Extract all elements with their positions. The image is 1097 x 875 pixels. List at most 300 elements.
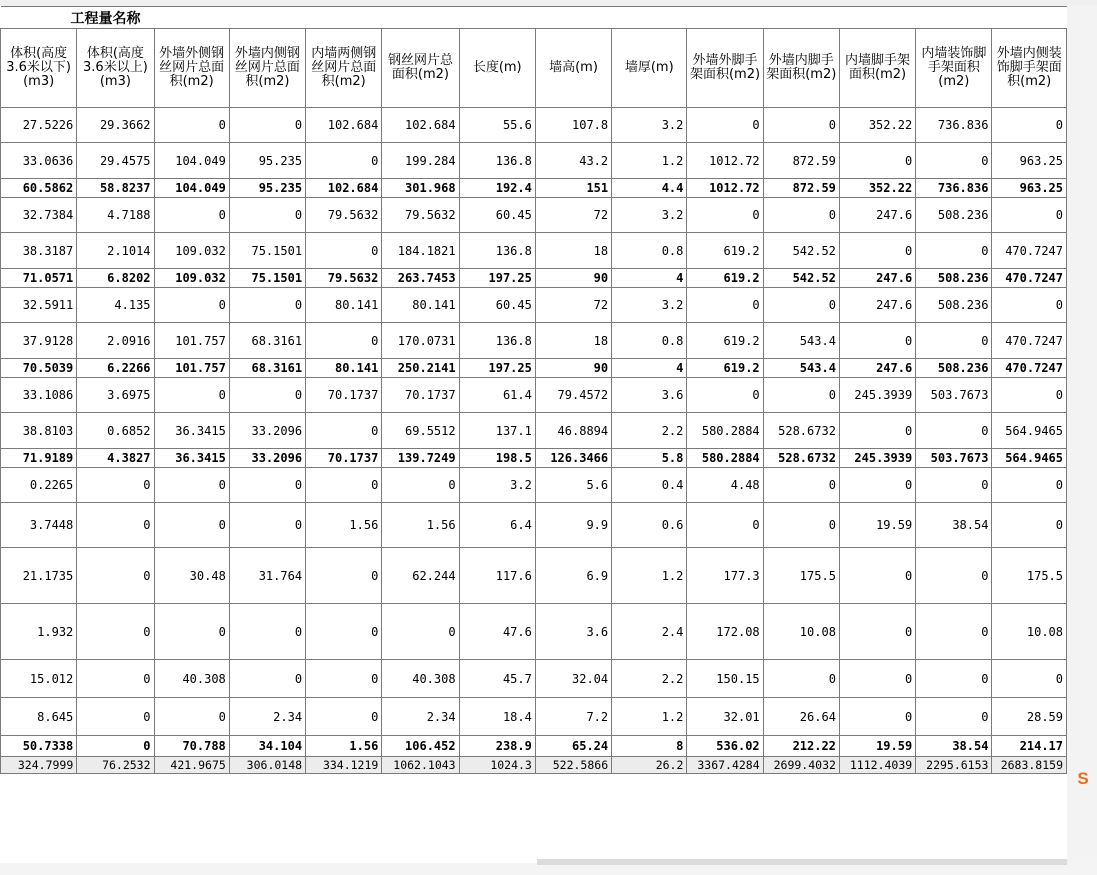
table-cell[interactable]: 101.757 (154, 359, 229, 378)
table-cell[interactable]: 508.236 (916, 359, 992, 378)
table-cell[interactable]: 2.34 (382, 698, 459, 736)
table-cell[interactable]: 0.8 (612, 323, 687, 359)
column-header[interactable]: 外墙内脚手架面积(m2) (763, 29, 839, 108)
column-header[interactable]: 内墙两侧钢丝网片总面积(m2) (306, 29, 382, 108)
table-cell[interactable]: 175.5 (992, 548, 1067, 604)
table-cell[interactable]: 736.836 (916, 108, 992, 143)
table-cell[interactable]: 0 (687, 198, 763, 233)
table-cell[interactable]: 102.684 (306, 108, 382, 143)
table-cell[interactable]: 1.56 (382, 503, 459, 548)
table-cell[interactable]: 4.4 (612, 179, 687, 198)
table-cell[interactable]: 79.5632 (306, 198, 382, 233)
table-cell[interactable]: 79.4572 (535, 378, 611, 413)
table-cell[interactable]: 0 (839, 604, 915, 660)
table-cell[interactable]: 60.45 (459, 198, 535, 233)
table-cell[interactable]: 60.45 (459, 288, 535, 323)
table-cell[interactable]: 0 (763, 503, 839, 548)
table-cell[interactable]: 619.2 (687, 233, 763, 269)
table-cell[interactable]: 70.788 (154, 736, 229, 757)
table-cell[interactable]: 6.9 (535, 548, 611, 604)
table-cell[interactable]: 247.6 (839, 269, 915, 288)
table-cell[interactable]: 508.236 (916, 198, 992, 233)
table-cell[interactable]: 38.54 (916, 736, 992, 757)
table-cell[interactable]: 198.5 (459, 449, 535, 468)
table-cell[interactable]: 0.6 (612, 503, 687, 548)
table-cell[interactable]: 528.6732 (763, 449, 839, 468)
table-cell[interactable]: 177.3 (687, 548, 763, 604)
table-cell[interactable]: 0 (154, 288, 229, 323)
table-cell[interactable]: 0 (839, 468, 915, 503)
table-cell[interactable]: 0 (687, 288, 763, 323)
table-cell[interactable]: 0 (154, 468, 229, 503)
table-cell[interactable]: 139.7249 (382, 449, 459, 468)
table-cell[interactable]: 76.2532 (77, 757, 154, 774)
table-cell[interactable]: 2295.6153 (916, 757, 992, 774)
table-cell[interactable]: 0 (77, 468, 154, 503)
table-cell[interactable]: 1.2 (612, 548, 687, 604)
table-cell[interactable]: 963.25 (992, 143, 1067, 179)
table-cell[interactable]: 470.7247 (992, 269, 1067, 288)
table-cell[interactable]: 104.049 (154, 143, 229, 179)
table-cell[interactable]: 2.1014 (77, 233, 154, 269)
table-cell[interactable]: 27.5226 (1, 108, 77, 143)
table-cell[interactable]: 963.25 (992, 179, 1067, 198)
table-cell[interactable]: 75.1501 (229, 269, 305, 288)
table-cell[interactable]: 536.02 (687, 736, 763, 757)
table-cell[interactable]: 33.1086 (1, 378, 77, 413)
column-header[interactable]: 外墙内侧装饰脚手架面积(m2) (992, 29, 1067, 108)
table-cell[interactable]: 29.3662 (77, 108, 154, 143)
table-cell[interactable]: 68.3161 (229, 323, 305, 359)
table-cell[interactable]: 2683.8159 (992, 757, 1067, 774)
table-cell[interactable]: 26.2 (612, 757, 687, 774)
table-cell[interactable]: 1.56 (306, 736, 382, 757)
table-cell[interactable]: 352.22 (839, 179, 915, 198)
table-cell[interactable]: 109.032 (154, 269, 229, 288)
table-cell[interactable]: 6.8202 (77, 269, 154, 288)
table-cell[interactable]: 0 (763, 198, 839, 233)
table-cell[interactable]: 90 (535, 269, 611, 288)
table-cell[interactable]: 3.6975 (77, 378, 154, 413)
table-cell[interactable]: 80.141 (382, 288, 459, 323)
table-cell[interactable]: 38.3187 (1, 233, 77, 269)
table-cell[interactable]: 38.8103 (1, 413, 77, 449)
table-cell[interactable]: 0 (916, 323, 992, 359)
table-cell[interactable]: 0 (839, 323, 915, 359)
table-cell[interactable]: 151 (535, 179, 611, 198)
table-cell[interactable]: 542.52 (763, 233, 839, 269)
table-cell[interactable]: 0 (916, 233, 992, 269)
table-cell[interactable]: 0 (763, 288, 839, 323)
table-cell[interactable]: 136.8 (459, 143, 535, 179)
table-cell[interactable]: 324.7999 (1, 757, 77, 774)
table-cell[interactable]: 564.9465 (992, 449, 1067, 468)
table-cell[interactable]: 0 (229, 604, 305, 660)
table-cell[interactable]: 0.4 (612, 468, 687, 503)
table-cell[interactable]: 192.4 (459, 179, 535, 198)
table-cell[interactable]: 109.032 (154, 233, 229, 269)
table-cell[interactable]: 33.2096 (229, 449, 305, 468)
table-cell[interactable]: 0 (687, 378, 763, 413)
table-cell[interactable]: 4 (612, 359, 687, 378)
table-cell[interactable]: 0 (229, 468, 305, 503)
table-cell[interactable]: 470.7247 (992, 323, 1067, 359)
table-cell[interactable]: 10.08 (763, 604, 839, 660)
table-cell[interactable]: 32.7384 (1, 198, 77, 233)
table-cell[interactable]: 9.9 (535, 503, 611, 548)
table-cell[interactable]: 0 (992, 198, 1067, 233)
table-cell[interactable]: 136.8 (459, 323, 535, 359)
table-cell[interactable]: 95.235 (229, 143, 305, 179)
table-cell[interactable]: 0 (154, 198, 229, 233)
table-cell[interactable]: 542.52 (763, 269, 839, 288)
table-cell[interactable]: 238.9 (459, 736, 535, 757)
table-cell[interactable]: 0 (77, 698, 154, 736)
table-cell[interactable]: 36.3415 (154, 413, 229, 449)
table-cell[interactable]: 58.8237 (77, 179, 154, 198)
table-cell[interactable]: 26.64 (763, 698, 839, 736)
table-cell[interactable]: 40.308 (382, 660, 459, 698)
table-cell[interactable]: 79.5632 (306, 269, 382, 288)
table-cell[interactable]: 55.6 (459, 108, 535, 143)
table-cell[interactable]: 72 (535, 288, 611, 323)
table-cell[interactable]: 2699.4032 (763, 757, 839, 774)
table-cell[interactable]: 619.2 (687, 269, 763, 288)
table-cell[interactable]: 301.968 (382, 179, 459, 198)
table-cell[interactable]: 1024.3 (459, 757, 535, 774)
column-header[interactable]: 体积(高度3.6米以上)(m3) (77, 29, 154, 108)
table-cell[interactable]: 71.0571 (1, 269, 77, 288)
table-cell[interactable]: 0 (229, 660, 305, 698)
table-cell[interactable]: 1.56 (306, 503, 382, 548)
table-cell[interactable]: 334.1219 (306, 757, 382, 774)
table-cell[interactable]: 70.5039 (1, 359, 77, 378)
table-cell[interactable]: 0 (306, 233, 382, 269)
table-cell[interactable]: 46.8894 (535, 413, 611, 449)
table-cell[interactable]: 0.6852 (77, 413, 154, 449)
table-cell[interactable]: 32.5911 (1, 288, 77, 323)
table-cell[interactable]: 0 (154, 108, 229, 143)
table-cell[interactable]: 0 (992, 108, 1067, 143)
table-cell[interactable]: 736.836 (916, 179, 992, 198)
table-cell[interactable]: 0 (229, 378, 305, 413)
table-cell[interactable]: 470.7247 (992, 233, 1067, 269)
table-cell[interactable]: 137.1 (459, 413, 535, 449)
table-cell[interactable]: 102.684 (306, 179, 382, 198)
column-header[interactable]: 钢丝网片总面积(m2) (382, 29, 459, 108)
table-cell[interactable]: 543.4 (763, 323, 839, 359)
table-cell[interactable]: 4.3827 (77, 449, 154, 468)
table-cell[interactable]: 250.2141 (382, 359, 459, 378)
column-header[interactable]: 内墙装饰脚手架面积(m2) (916, 29, 992, 108)
table-cell[interactable]: 0 (839, 233, 915, 269)
table-cell[interactable]: 4.135 (77, 288, 154, 323)
table-cell[interactable]: 71.9189 (1, 449, 77, 468)
table-cell[interactable]: 4.48 (687, 468, 763, 503)
table-cell[interactable]: 247.6 (839, 359, 915, 378)
table-cell[interactable]: 68.3161 (229, 359, 305, 378)
column-header[interactable]: 外墙内侧钢丝网片总面积(m2) (229, 29, 305, 108)
table-cell[interactable]: 0 (916, 143, 992, 179)
table-cell[interactable]: 0 (916, 548, 992, 604)
table-cell[interactable]: 34.104 (229, 736, 305, 757)
table-cell[interactable]: 10.08 (992, 604, 1067, 660)
table-cell[interactable]: 0 (916, 698, 992, 736)
table-cell[interactable]: 5.6 (535, 468, 611, 503)
table-cell[interactable]: 528.6732 (763, 413, 839, 449)
table-cell[interactable]: 101.757 (154, 323, 229, 359)
table-cell[interactable]: 0 (77, 660, 154, 698)
table-cell[interactable]: 0 (154, 604, 229, 660)
table-cell[interactable]: 503.7673 (916, 449, 992, 468)
column-header[interactable]: 内墙脚手架面积(m2) (839, 29, 915, 108)
table-cell[interactable]: 0 (839, 698, 915, 736)
table-cell[interactable]: 47.6 (459, 604, 535, 660)
table-cell[interactable]: 0 (306, 604, 382, 660)
table-cell[interactable]: 184.1821 (382, 233, 459, 269)
table-cell[interactable]: 199.284 (382, 143, 459, 179)
table-cell[interactable]: 352.22 (839, 108, 915, 143)
table-cell[interactable]: 0 (77, 503, 154, 548)
table-cell[interactable]: 38.54 (916, 503, 992, 548)
table-cell[interactable]: 2.0916 (77, 323, 154, 359)
table-cell[interactable]: 3.2 (612, 288, 687, 323)
table-cell[interactable]: 0 (839, 548, 915, 604)
table-cell[interactable]: 0 (229, 108, 305, 143)
table-cell[interactable]: 32.04 (535, 660, 611, 698)
table-cell[interactable]: 306.0148 (229, 757, 305, 774)
table-cell[interactable]: 0 (382, 468, 459, 503)
table-cell[interactable]: 19.59 (839, 503, 915, 548)
table-cell[interactable]: 214.17 (992, 736, 1067, 757)
table-cell[interactable]: 0 (154, 698, 229, 736)
table-cell[interactable]: 37.9128 (1, 323, 77, 359)
table-cell[interactable]: 3.6 (535, 604, 611, 660)
table-cell[interactable]: 29.4575 (77, 143, 154, 179)
table-cell[interactable]: 0 (306, 698, 382, 736)
table-cell[interactable]: 31.764 (229, 548, 305, 604)
table-cell[interactable]: 0 (306, 548, 382, 604)
table-cell[interactable]: 19.59 (839, 736, 915, 757)
table-cell[interactable]: 33.0636 (1, 143, 77, 179)
table-cell[interactable]: 245.3939 (839, 449, 915, 468)
table-cell[interactable]: 0 (306, 660, 382, 698)
table-cell[interactable]: 3.2 (459, 468, 535, 503)
table-cell[interactable]: 0 (306, 323, 382, 359)
table-cell[interactable]: 2.4 (612, 604, 687, 660)
table-cell[interactable]: 70.1737 (382, 378, 459, 413)
table-cell[interactable]: 470.7247 (992, 359, 1067, 378)
table-cell[interactable]: 197.25 (459, 269, 535, 288)
table-cell[interactable]: 43.2 (535, 143, 611, 179)
table-cell[interactable]: 1.2 (612, 143, 687, 179)
table-cell[interactable]: 4.7188 (77, 198, 154, 233)
table-cell[interactable]: 0 (229, 198, 305, 233)
table-cell[interactable]: 0 (687, 503, 763, 548)
column-header[interactable]: 墙高(m) (535, 29, 611, 108)
table-cell[interactable]: 0 (916, 604, 992, 660)
table-cell[interactable]: 508.236 (916, 288, 992, 323)
table-cell[interactable]: 0 (306, 143, 382, 179)
table-cell[interactable]: 0 (992, 288, 1067, 323)
table-row (1, 323, 1067, 359)
table-cell[interactable]: 0.2265 (1, 468, 77, 503)
table-cell[interactable]: 8.645 (1, 698, 77, 736)
table-cell[interactable]: 564.9465 (992, 413, 1067, 449)
table-cell[interactable]: 61.4 (459, 378, 535, 413)
table-cell[interactable]: 0 (306, 468, 382, 503)
table-row (1, 698, 1067, 736)
table-cell[interactable]: 28.59 (992, 698, 1067, 736)
table-cell[interactable]: 107.8 (535, 108, 611, 143)
table-cell[interactable]: 0 (992, 378, 1067, 413)
table-cell[interactable]: 619.2 (687, 323, 763, 359)
table-cell[interactable]: 421.9675 (154, 757, 229, 774)
table-cell[interactable]: 60.5862 (1, 179, 77, 198)
table-cell[interactable]: 872.59 (763, 179, 839, 198)
table-cell[interactable]: 172.08 (687, 604, 763, 660)
table-cell[interactable]: 580.2884 (687, 413, 763, 449)
horizontal-scroll-thumb[interactable] (537, 859, 1067, 865)
column-header[interactable]: 外墙外脚手架面积(m2) (687, 29, 763, 108)
table-cell[interactable]: 0 (839, 660, 915, 698)
table-cell[interactable]: 18.4 (459, 698, 535, 736)
table-cell[interactable]: 50.7338 (1, 736, 77, 757)
table-cell[interactable]: 69.5512 (382, 413, 459, 449)
table-cell[interactable]: 36.3415 (154, 449, 229, 468)
table-cell[interactable]: 7.2 (535, 698, 611, 736)
table-cell[interactable]: 0 (229, 288, 305, 323)
table-cell[interactable]: 18 (535, 323, 611, 359)
column-header[interactable]: 外墙外侧钢丝网片总面积(m2) (154, 29, 229, 108)
table-cell[interactable]: 0 (154, 378, 229, 413)
table-cell[interactable]: 0 (992, 503, 1067, 548)
table-cell[interactable]: 1012.72 (687, 179, 763, 198)
table-cell[interactable]: 3.6 (612, 378, 687, 413)
table-cell[interactable]: 32.01 (687, 698, 763, 736)
column-header[interactable]: 长度(m) (459, 29, 535, 108)
table-cell[interactable]: 79.5632 (382, 198, 459, 233)
table-cell[interactable]: 503.7673 (916, 378, 992, 413)
table-cell[interactable]: 543.4 (763, 359, 839, 378)
table-cell[interactable]: 263.7453 (382, 269, 459, 288)
table-cell[interactable]: 0 (916, 660, 992, 698)
table-cell[interactable]: 150.15 (687, 660, 763, 698)
table-cell[interactable]: 3.7448 (1, 503, 77, 548)
table-cell[interactable]: 80.141 (306, 288, 382, 323)
table-cell[interactable]: 1012.72 (687, 143, 763, 179)
table-cell[interactable]: 0 (154, 503, 229, 548)
table-cell[interactable]: 75.1501 (229, 233, 305, 269)
table-cell[interactable]: 136.8 (459, 233, 535, 269)
table-cell[interactable]: 197.25 (459, 359, 535, 378)
table-cell[interactable]: 5.8 (612, 449, 687, 468)
table-cell[interactable]: 0 (916, 413, 992, 449)
table-cell[interactable]: 102.684 (382, 108, 459, 143)
table-cell[interactable]: 3.2 (612, 108, 687, 143)
table-cell[interactable]: 2.34 (229, 698, 305, 736)
table-cell[interactable]: 0 (992, 660, 1067, 698)
table-cell[interactable]: 0 (916, 468, 992, 503)
table-cell[interactable]: 619.2 (687, 359, 763, 378)
table-cell[interactable]: 72 (535, 198, 611, 233)
table-cell[interactable]: 0 (687, 108, 763, 143)
table-cell[interactable]: 117.6 (459, 548, 535, 604)
table-cell[interactable]: 0 (839, 413, 915, 449)
table-cell[interactable]: 33.2096 (229, 413, 305, 449)
table-cell[interactable]: 65.24 (535, 736, 611, 757)
table-cell[interactable]: 4 (612, 269, 687, 288)
table-cell[interactable]: 21.1735 (1, 548, 77, 604)
table-cell[interactable]: 90 (535, 359, 611, 378)
table-cell[interactable]: 15.012 (1, 660, 77, 698)
table-cell[interactable]: 0 (763, 108, 839, 143)
table-cell[interactable]: 247.6 (839, 198, 915, 233)
table-cell[interactable]: 0 (763, 378, 839, 413)
table-cell[interactable]: 0 (763, 660, 839, 698)
table-cell[interactable]: 0 (306, 413, 382, 449)
table-cell[interactable]: 522.5866 (535, 757, 611, 774)
table-cell[interactable]: 580.2884 (687, 449, 763, 468)
table-cell[interactable]: 1.932 (1, 604, 77, 660)
table-cell[interactable]: 62.244 (382, 548, 459, 604)
column-header[interactable]: 墙厚(m) (612, 29, 687, 108)
table-cell[interactable]: 508.236 (916, 269, 992, 288)
table-cell[interactable]: 126.3466 (535, 449, 611, 468)
table-cell[interactable]: 18 (535, 233, 611, 269)
table-cell[interactable]: 212.22 (763, 736, 839, 757)
table-cell[interactable]: 2.2 (612, 413, 687, 449)
sogou-ime-icon[interactable]: S (1077, 769, 1089, 788)
table-cell[interactable]: 70.1737 (306, 378, 382, 413)
table-cell[interactable]: 0 (839, 143, 915, 179)
table-cell[interactable]: 104.049 (154, 179, 229, 198)
table-cell[interactable]: 80.141 (306, 359, 382, 378)
table-cell[interactable]: 106.452 (382, 736, 459, 757)
table-cell[interactable]: 0 (992, 468, 1067, 503)
table-row (1, 233, 1067, 269)
table-cell[interactable]: 3.2 (612, 198, 687, 233)
table-cell[interactable]: 1112.4039 (839, 757, 915, 774)
table-cell[interactable]: 1.2 (612, 698, 687, 736)
table-cell[interactable]: 1062.1043 (382, 757, 459, 774)
table-cell[interactable]: 872.59 (763, 143, 839, 179)
table-cell[interactable]: 40.308 (154, 660, 229, 698)
table-cell[interactable]: 0.8 (612, 233, 687, 269)
table-cell[interactable]: 0 (77, 548, 154, 604)
table-cell[interactable]: 30.48 (154, 548, 229, 604)
table-cell[interactable]: 0 (382, 604, 459, 660)
table-cell[interactable]: 3367.4284 (687, 757, 763, 774)
column-header[interactable]: 体积(高度3.6米以下)(m3) (1, 29, 77, 108)
table-cell[interactable]: 6.4 (459, 503, 535, 548)
table-cell[interactable]: 6.2266 (77, 359, 154, 378)
table-cell[interactable]: 170.0731 (382, 323, 459, 359)
table-cell[interactable]: 0 (763, 468, 839, 503)
vertical-scrollbar[interactable] (1067, 6, 1097, 864)
table-cell[interactable]: 245.3939 (839, 378, 915, 413)
table-cell[interactable]: 2.2 (612, 660, 687, 698)
table-cell[interactable]: 175.5 (763, 548, 839, 604)
table-cell[interactable]: 8 (612, 736, 687, 757)
table-cell[interactable]: 95.235 (229, 179, 305, 198)
table-cell[interactable]: 0 (77, 736, 154, 757)
table-cell[interactable]: 0 (77, 604, 154, 660)
table-cell[interactable]: 0 (229, 503, 305, 548)
table-cell[interactable]: 247.6 (839, 288, 915, 323)
table-cell[interactable]: 45.7 (459, 660, 535, 698)
table-cell[interactable]: 70.1737 (306, 449, 382, 468)
